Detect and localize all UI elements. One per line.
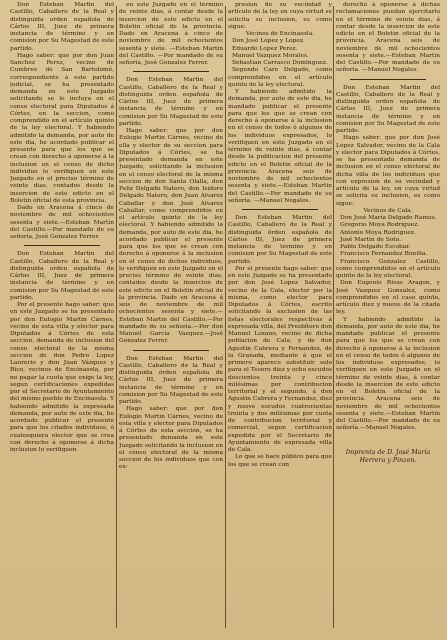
notice-divider [24, 245, 100, 246]
paragraph: Hago saber: que por don José Lopez Salvador, vecino de la Cala y elector para Diputados á Córtes, se ha presentado demanda de inclusion en el censo electoral de dicha villa de los individuos que con expresion de su vecindad y artículo de la ley, en cuya virtud se solicita su inclusion, es como sigue: [336, 135, 440, 207]
paragraph: derecho á oponerse á dichas reclamaciones puedan ejercitarlo en el término de veinte dias, á contar desde la insercion de este edicto en el Boletin oficial de la provincia. Aracena seis de noviembre de mil ochocientos sesenta y siete.—Esteban Martin del Castillo.—Por mandado de su señoría. —Manuel Nogales. [336, 2, 440, 74]
list-item: Pablo Delgado Escobar. [340, 244, 411, 250]
paragraph: Don Esteban Martin del Castillo, Caballero de la Real y distinguida órden española de Cárlos III, Juez de primera instancia de término y en comision por Su Magestad de este partido. [119, 355, 223, 405]
list-item: Sebastian Carrasco Dominguez. [232, 60, 328, 66]
list-item: Don José María Delgado Ramos. [340, 215, 437, 221]
spacer [336, 433, 440, 449]
column-2 [119, 2, 223, 632]
paragraph: presion de su vecindad y artículo de la ley en cuya virtud se solicita su inclusion, es como sigue: [228, 2, 332, 30]
list-item: Francisco Fernandez Bonilla. [340, 251, 428, 258]
paragraph: Hago saber: que por don Juan Sanchez Perez, vecino de Cumbres de San Bartolomé, correspondiente á este partido judicial, se ha presentado demanda en este Juzgado solicitando se le incluya en el censo electoral para Diputados á Córtes, en la seccion, como comprendido en el artículo quinto de la ley electoral. Y habiendo admitido la demanda, por auto de este dia, he acordado publicar el presente para que los que se crean con derecho á oponerse á la inclusion en el censo de dicho individuo lo verifiquen en este Juzgado en el preciso término de veinte dias, contados desde la insercion de este edicto en el Boletin oficial de esta provincia. [10, 52, 114, 204]
column-divider [333, 6, 334, 628]
column-divider [116, 6, 117, 628]
paragraph: Dado en Aracena á cinco de noviembre de mil ochocientos sesenta y siete.—Esteban Martin del Castillo.—Por mandado de su señoría, José Gonzalez Ferrer. [10, 205, 114, 240]
paragraph: en este Juzgado en el término de veinte dias, á contar desde la insercion de este edicto en el Boletin oficial de la provincia. Dado en Aracena á cinco de noviembre de mil ochocientos sesenta y siete. —Esteban Martin del Castillo. —Por mandado de su señoría, José Gonzalez Ferrer. [119, 2, 223, 66]
column-3 [228, 2, 332, 632]
notice-divider [350, 79, 426, 80]
column-divider [225, 6, 226, 628]
list-item: Antonio Moya Rodriguez. [340, 229, 416, 236]
paragraph: Y habiendo admitido la demanda, por auto de este dia, he mandado publicar el presente para que los que se crean con derecho á oponerse á la inclusion en el censo de todos ó algunos de los individuos expresados, lo verifiquen en este Juzgado en el término de veinte dias, á contar desde la publicacion del presente edicto en el Boletin oficial de la provincia. Aracena seis de noviembre de mil ochocientos sesenta y siete.—Esteban Martin del Castillo.—Por mandado de su señoría. —Manuel Nogales. [228, 89, 332, 204]
paragraph: Don Esteban Martin del Castillo, Caballero de la Real y distinguida orden española de Cárlos III, Juez de primera instancia de término y en comision por Su Magestad de este partido. [336, 84, 440, 134]
column-1 [10, 2, 114, 632]
paragraph: Don Esteban Martin del Castillo, Caballero de la Real y distinguida órden española de Cárlos III, Juez de primera instancia de término y en comision por Su Magestad de este partido. [228, 215, 332, 265]
list-item: José Martin de Soto. [340, 236, 401, 243]
list-item: Don José Lopez y Lopez. [232, 38, 305, 45]
list-item: Gregorio Moya Rodriguez. [340, 222, 420, 229]
paragraph: Hago saber: que por don Eulogio Martin Cárnes, vecino de ella y elector de su seccion para Diputados á Córtes, se ha presentado demanda en este Juzgado, solicitando la inclusion en el censo electoral de la misma seccion de don Santa Olalla, don Feliz Delgado Natero, don Isidoro Delgado Natero, don Juan Alvarez Caballar y don José Alvarez Caballar, como comprendidos en el artículo quinto de la ley electoral. Y habiendo admitido la demanda, por auto de este dia, he acordado publicar el presente para que los que se crean con derecho á oponerse á la inclusion en el censo de dichos individuos, lo verifiquen en este Juzgado en el preciso término de veinte dias, contados desde la insercion de este edicto en el Boletin oficial de la provincia. Dado en Aracena á seis de noviembre de mil ochocientos sesenta y siete.—Esteban Martin del Castillo.—Por mandado de su señoría.—Por don Manuel García Vazquez.—José Gonzalez Ferrer. [119, 128, 223, 345]
notice-divider [242, 209, 318, 210]
list-item: Don Eugenio Rivas Aragon, y José Vazquez Gonzalez, como comprendidos en el caso quinto, artículo diez y nueve de la citada ley. [336, 280, 440, 316]
list-item: Eduardo Lopez Perez. [232, 45, 298, 52]
printer-imprint [336, 449, 440, 465]
column-4 [336, 2, 440, 632]
paragraph: Por el presente hago saber: que en este Juzgado se ha presentado por don José Lopez Salvador, vecino de la Cala, elector por la misma, como elector para Diputados á Córtes, escrito solicitando la exclusion de las listas electorales respectivas á expresada villa, del Presbítero don Manuel Lozano, vecino de dicha poblacion de Cala, y de don Agustin Cabrera y Fernandez, de la Granada, mediante á que el primero aparece substituir solo para el Tesoro diez y ocho escudos doscientos treinta y cinco milésimas por contribucion territorial y el segundo, á don Agustin Cabrera y Fernandez, diez y nueve escudos cuatrocientas treinta y dos milésimas por cuota de contribucion territorial y comercial, segun certificacion expedida por el Secretario de Ayuntamiento de expresada villa de Cala. [228, 265, 332, 453]
notice-divider [133, 71, 209, 72]
list-item: Manuel Vazquez Morales. [232, 52, 309, 59]
paragraph: Don Esteban Martin del Castillo, Caballero de la Real y distinguida orden española de Cárlos III, Juez de primera instancia de término y en comision por Su Magestad de este partido. [10, 2, 114, 52]
paragraph: Por el presente hago saber: que en este Juzgado se ha presentado por don Eulogio Martin Cárnes, vecino de esta villa y elector para Diputados á Córtes de esta seccion, demanda de inclusion del censo electoral de la misma seccion de don Pedro Lopez Laurerio y don Juan Vázquez y Rico, vecinos de Encinasola, por no pagar la cuota que exige la ley, segun certificaciones expedidas por el Secretario de Ayuntamiento del mismo pueblo de Encinasola. Y habiendo admitido la expresada demanda, por auto de este dia, he acordado publicar el presente para que los citados individuos, ó cualesquiera elector que se crea con derecho á oponerse á dicha inclusion lo verifiquen [10, 302, 114, 453]
paragraph: Don Esteban Martin del Castillo, Caballero de la Real y distinguida orden española de Cárlos III, Juez de primera instancia de término y en comision por Su Magestad de este partido. [119, 77, 223, 127]
paragraph: Hago saber: que por don Eulogio Martin Cárnes, vecino de esta villa y elector para Diputados á Córtes de esta seccion, se ha presentado demanda en este Juzgado solicitando la inclusion en el censo electoral de la misma seccion de los individuos que con ex- [119, 406, 223, 471]
list-item: Francisco Gonzalez Castillo, como comprendidos en el artículo quinto de la ley electoral. [336, 258, 440, 279]
printer-imprint-text: Imprenta de D. José María Herrera y Pinzon. [345, 448, 431, 464]
paragraph: Lo que se hace público para que los que se crean con [228, 454, 332, 468]
list-item: Segundo Caro Delgado, como comprendidos en el artículo quinto de la ley electoral. [228, 67, 332, 88]
section-heading: Vecinos de Cala. [363, 207, 413, 214]
notice-divider [133, 350, 209, 351]
section-heading: Vecinos de Encinasola. [245, 31, 315, 37]
paragraph: Y habiendo admitido la demanda, por auto de este dia, he mandado publicar el presente para que los que se crean con derecho á oponerse á la inclusion en el censo de todos ó algunos de los individuos expresados, lo verifiquen en este Juzgado en el término de veinte dias, á contar desde la insercion de este edicto en el Boletin oficial de la provincia. Aracena seis de noviembre de mil ochocientos sesenta y siete.—Esteban Martin del Castillo.—Por mandado de su señoría.—Manuel Nogales. [336, 316, 440, 432]
paragraph: Don Esteban Martin del Castillo, Caballero de la Real y distinguida orden española de Cárlos III, Juez de primera instancia de término y en comision por Su Magestad de este partido. [10, 251, 114, 301]
